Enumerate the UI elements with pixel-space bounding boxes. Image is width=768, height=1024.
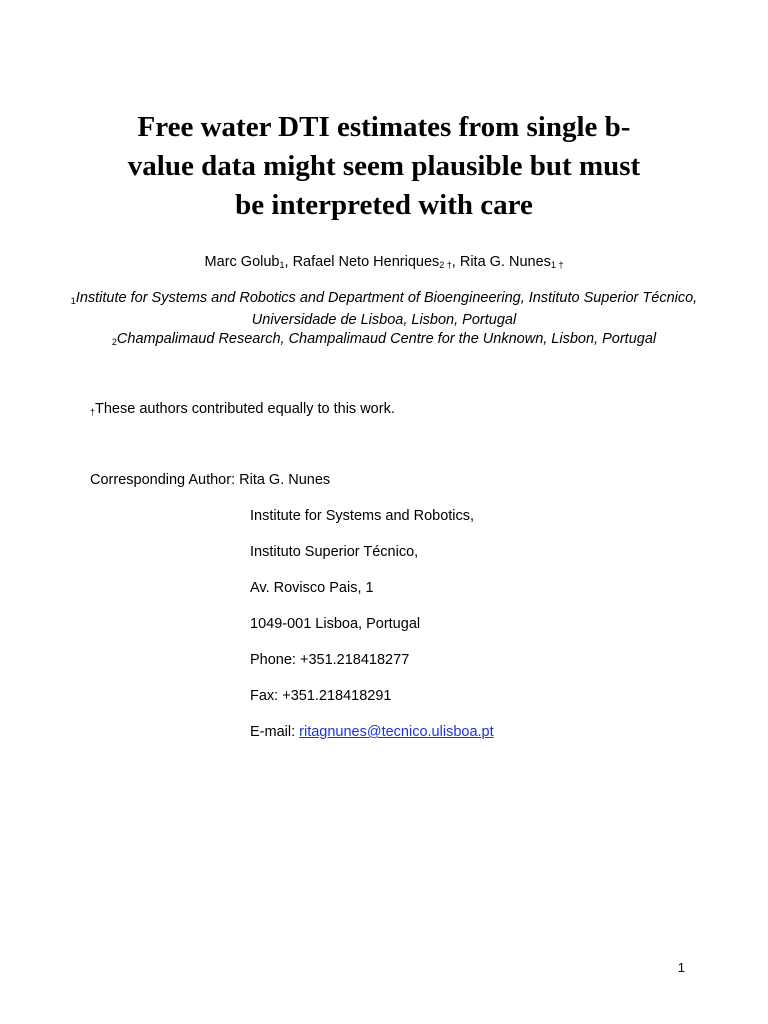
title-line: value data might seem plausible but must <box>127 150 641 182</box>
address-line: Av. Rovisco Pais, 1 <box>250 580 374 596</box>
title-line: Free water DTI estimates from single b- <box>137 111 631 143</box>
author-separator: , <box>451 254 460 270</box>
paper-title <box>94 108 674 225</box>
fax-line: Fax: +351.218418291 <box>250 688 392 704</box>
title-line: be interpreted with care <box>235 189 533 221</box>
email-label: E-mail: <box>250 724 300 740</box>
email-link[interactable]: ritagnunes@tecnico.ulisboa.pt <box>299 724 494 740</box>
equal-contribution-text: These authors contributed equally to this work. <box>95 401 395 417</box>
author-affiliation-mark: 1 <box>279 260 285 270</box>
author-name: Rafael Neto Henriques <box>292 254 440 270</box>
dagger-mark: † <box>90 407 96 417</box>
page-number: 1 <box>677 960 685 975</box>
equal-contribution-note <box>90 400 395 421</box>
address-line: Institute for Systems and Robotics, <box>250 508 475 524</box>
affiliation-item <box>60 330 708 352</box>
corresponding-author-label: Corresponding Author: Rita G. Nunes <box>90 472 331 488</box>
author-separator: , <box>284 254 293 270</box>
affiliation-text: Champalimaud Research, Champalimaud Centre for the Unknown, Lisbon, Portugal <box>116 331 657 347</box>
phone-line: Phone: +351.218418277 <box>250 652 410 668</box>
address-line: 1049-001 Lisboa, Portugal <box>250 616 421 632</box>
affiliation-number: 1 <box>70 296 76 306</box>
email-line <box>250 723 494 759</box>
author-list <box>60 253 708 274</box>
author-affiliation-mark: 1 † <box>550 260 564 270</box>
author-name: Rita G. Nunes <box>459 254 551 270</box>
contact-block <box>250 507 494 759</box>
affiliation-list <box>60 289 708 352</box>
affiliation-item <box>60 289 708 330</box>
affiliation-text: Institute for Systems and Robotics and Department of Bioengineering, Instituto Superior Técnico, Universidade de Lisboa, Lisbon, Portugal <box>75 290 698 328</box>
author-affiliation-mark: 2 † <box>439 260 452 270</box>
address-line: Instituto Superior Técnico, <box>250 544 419 560</box>
author-name: Marc Golub <box>204 254 280 270</box>
affiliation-number: 2 <box>111 337 117 347</box>
